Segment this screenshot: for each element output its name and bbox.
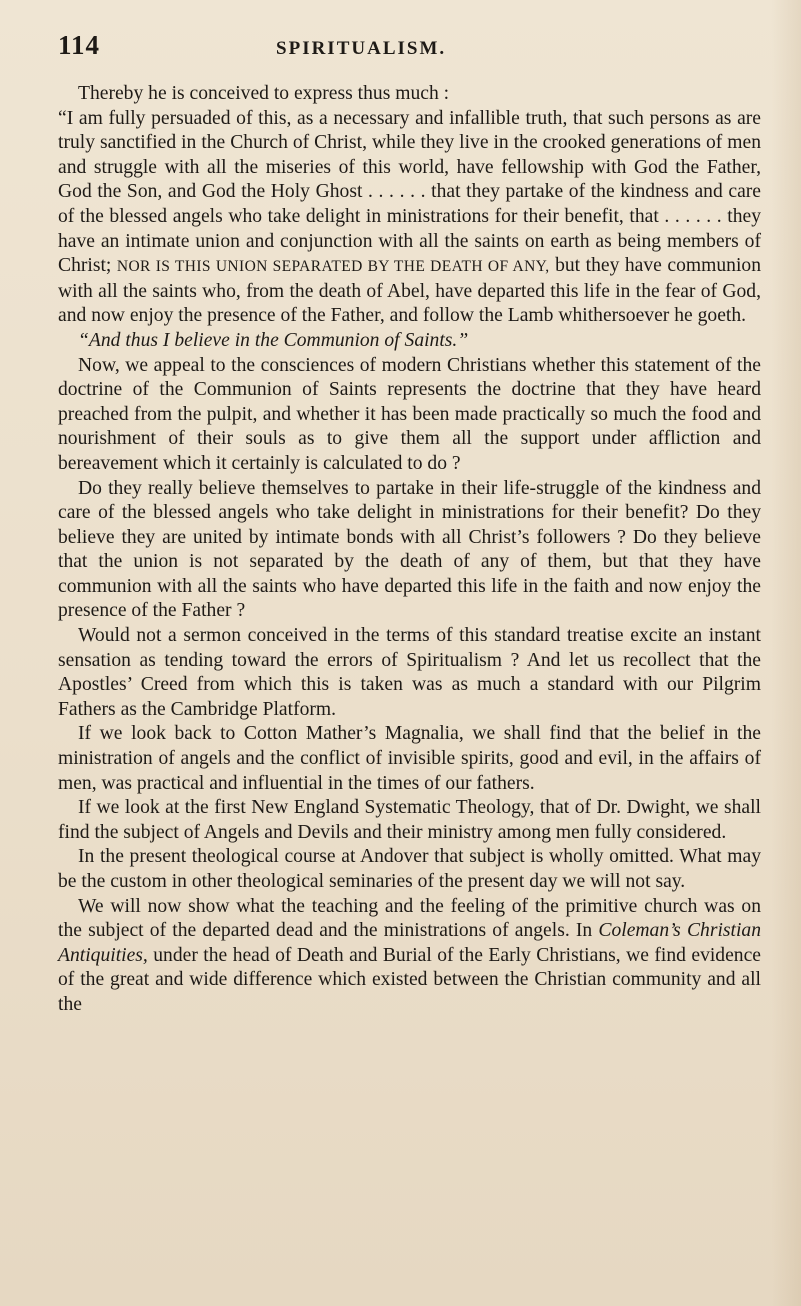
paragraph-andover: In the present theological course at Andover that subject is wholly omitted. What may be the custom in other theological seminaries of the present day we will not say. [58, 846, 761, 892]
primitive-text-2: under the head of Death and Burial of the Early Christians, we find evidence of the great and wide difference which existed between the Christian community and all the [58, 944, 761, 1015]
paragraph-quote [58, 107, 761, 329]
quote-text-2: but they have communion with all the saints who, from the death of Abel, have departed this life in the fear of God, and now enjoy the presence of the Father, and follow the Lamb whithersoever he goeth. [58, 255, 761, 327]
quote-text-1: “I am fully persuaded of this, as a necessary and infallible truth, that such persons as are truly sanctified in the Church of Christ, while they live in the crooked generations of men and struggle with all the miseries of this world, have fellowship with God the Father, God the Son, and God the Holy Ghost . . . . . . that they partake of the kindness and care of the blessed angels who take delight in ministrations for their benefit, that . . . . . . they have an intimate union and conjunction with all the saints on earth as being members of Christ; [58, 107, 761, 277]
primitive-text-1: We will now show what the teaching and the feeling of the primitive church was on the subject of the departed dead and the ministrations of angels. In [58, 895, 761, 942]
quote-small-caps: NOR IS THIS UNION SEPARATED BY THE DEATH OF ANY, [116, 258, 550, 276]
paragraph-sermon: Would not a sermon conceived in the terms of this standard treatise excite an instant sensation as tending toward the errors of Spiritualism ? And let us recollect that the Apostles’ Creed from which this is taken was as much a standard with our Pilgrim Fathers as the Cambridge Platform. [58, 625, 761, 720]
paragraph-intro: Thereby he is conceived to express thus much : [78, 83, 450, 104]
running-title: SPIRITUALISM. [276, 38, 447, 59]
paragraph-italic-creed: “And thus I believe in the Communion of Saints.” [78, 329, 469, 351]
book-title-italic: Coleman’s Christian Antiquities, [58, 920, 761, 966]
body-text [58, 82, 761, 1018]
page-number: 114 [58, 30, 101, 60]
paragraph-mather: If we look back to Cotton Mather’s Magnalia, we shall find that the belief in the ministration of angels and the conflict of invisible spirits, good and evil, in the affairs of men, was practical and influential in the times of our fathers. [58, 723, 761, 794]
running-head [58, 30, 761, 74]
paragraph-primitive-church [58, 895, 761, 1018]
paragraph-appeal: Now, we appeal to the consciences of modern Christians whether this statement of the doctrine of the Communion of Saints represents the doctrine that they have heard preached from the pulpit, and whether it has been made practically so much the food and nourishment of their souls as to give them all the support under affliction and bereavement which it certainly is calculated to do ? [58, 354, 761, 474]
paragraph-dwight: If we look at the first New England Systematic Theology, that of Dr. Dwight, we shall find the subject of Angels and Devils and their ministry among men fully considered. [58, 797, 761, 843]
paragraph-questions: Do they really believe themselves to partake in their life-struggle of the kindness and care of the blessed angels who take delight in ministrations for their benefit? Do they believe they are united by intimate bonds with all Christ’s followers ? Do they believe that the union is not separated by the death of any of them, but that they have communion with all the saints who have departed this life in the faith and now enjoy the presence of the Father ? [58, 477, 761, 622]
